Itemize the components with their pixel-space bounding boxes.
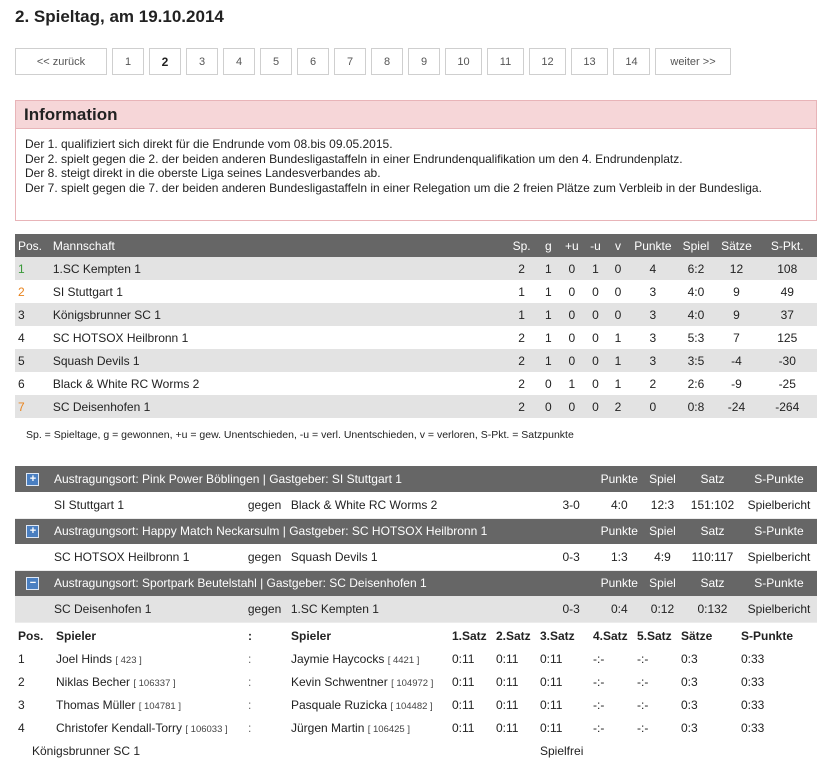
away-team: 1.SC Kempten 1: [288, 596, 545, 622]
col-satz-5: 5.Satz: [637, 628, 672, 643]
detail-header-row: [15, 624, 817, 647]
set-score: 0:11: [496, 674, 519, 689]
cell: 0: [629, 395, 676, 418]
pager-prev-button[interactable]: << zurück: [15, 48, 107, 75]
player-home: [53, 693, 245, 716]
table-row: [15, 716, 817, 739]
match-spiel: 1:3: [598, 544, 641, 570]
table-row: [15, 257, 817, 280]
information-heading: Information: [16, 101, 816, 129]
player-home: [53, 716, 245, 739]
col-s-punkte: S-Punkte: [741, 628, 794, 643]
spielbericht-link[interactable]: Spielbericht: [741, 544, 817, 570]
cell: 0: [584, 349, 607, 372]
set-score: -:-: [637, 720, 649, 735]
table-row: [15, 693, 817, 716]
player-away: [288, 693, 449, 716]
col-plus-u: +u: [560, 234, 585, 257]
player-name[interactable]: Thomas Müller: [56, 697, 136, 712]
player-name[interactable]: Jürgen Martin: [291, 720, 365, 735]
separator: :: [248, 674, 252, 689]
col-spiel: Spiel: [641, 570, 684, 596]
set-score: -:-: [593, 697, 605, 712]
player-away: [288, 647, 449, 670]
home-team: SC HOTSOX Heilbronn 1: [51, 544, 245, 570]
col-punkte: Punkte: [598, 518, 641, 544]
player-name[interactable]: Joel Hinds: [56, 651, 113, 666]
cell: 1: [537, 326, 560, 349]
spielbericht-link[interactable]: Spielbericht: [741, 492, 817, 518]
player-away: [288, 716, 449, 739]
table-row: [15, 280, 817, 303]
col-g: g: [537, 234, 560, 257]
rank-cell: 1: [15, 257, 50, 280]
col-s-punkte: S-Punkte: [741, 570, 817, 596]
player-id: [ 106033 ]: [185, 723, 228, 735]
home-team: SI Stuttgart 1: [51, 492, 245, 518]
set-score: -:-: [637, 674, 649, 689]
cell: 1: [537, 349, 560, 372]
cell: 2: [506, 372, 537, 395]
rank-cell: 2: [15, 280, 50, 303]
points-total: 0:33: [741, 720, 765, 735]
set-score: -:-: [593, 674, 605, 689]
col-s-punkte: S-Punkte: [741, 518, 817, 544]
bye-row: [15, 739, 817, 762]
table-row: [15, 303, 817, 326]
match-row: [15, 492, 817, 518]
cell: 1: [537, 280, 560, 303]
cell: 0:8: [676, 395, 715, 418]
col-spieler-away: Spieler: [291, 628, 332, 643]
match-satz: 4:9: [641, 544, 684, 570]
player-away: [288, 670, 449, 693]
team-name[interactable]: Königsbrunner SC 1: [50, 303, 506, 326]
player-name[interactable]: Christofer Kendall-Torry: [56, 720, 183, 735]
player-id: [ 104482 ]: [390, 700, 433, 712]
set-score: 0:11: [540, 651, 563, 666]
pager-page-10[interactable]: 10: [445, 48, 482, 75]
cell: 9: [715, 280, 757, 303]
match-venue-header: [15, 466, 817, 492]
set-score: 0:11: [540, 674, 563, 689]
vs-label: gegen: [245, 492, 288, 518]
pos: 4: [18, 720, 25, 735]
rank-cell: 5: [15, 349, 50, 372]
cell: 3: [629, 280, 676, 303]
player-id: [ 106337 ]: [133, 677, 176, 689]
table-row: [15, 670, 817, 693]
cell: 9: [715, 303, 757, 326]
cell: 0: [584, 303, 607, 326]
set-score: 0:11: [496, 720, 519, 735]
player-id: [ 4421 ]: [387, 654, 420, 666]
player-id: [ 423 ]: [115, 654, 142, 666]
pager-page-13[interactable]: 13: [571, 48, 608, 75]
set-score: 0:11: [452, 674, 475, 689]
col-pos: Pos.: [15, 234, 50, 257]
cell: -9: [715, 372, 757, 395]
player-name[interactable]: Pasquale Ruzicka: [291, 697, 388, 712]
spielbericht-link[interactable]: Spielbericht: [741, 596, 817, 622]
pager-page-6[interactable]: 6: [297, 48, 329, 75]
pagination: [15, 48, 736, 75]
pos: 3: [18, 697, 25, 712]
cell: 3:5: [676, 349, 715, 372]
cell: 2: [506, 257, 537, 280]
cell: -264: [757, 395, 817, 418]
col-satz: Satz: [684, 518, 741, 544]
player-id: [ 104781 ]: [138, 700, 181, 712]
info-line: Der 2. spielt gegen die 2. der beiden anderen Bundesligastaffeln in einer Endrundenqualifikation um den 4. Endrundenplatz.: [25, 151, 683, 166]
team-name[interactable]: Squash Devils 1: [50, 349, 506, 372]
cell: 2: [506, 395, 537, 418]
set-score: 0:11: [540, 697, 563, 712]
col-spieler-home: Spieler: [56, 628, 97, 643]
match-spiel: 4:0: [598, 492, 641, 518]
col-satz: Satz: [684, 466, 741, 492]
cell: 3: [629, 326, 676, 349]
cell: 1: [537, 257, 560, 280]
venue-label: Austragungsort: Pink Power Böblingen | Gastgeber: SI Stuttgart 1: [51, 466, 598, 492]
col-saetze: Sätze: [681, 628, 713, 643]
cell: 0: [537, 395, 560, 418]
player-id: [ 104972 ]: [391, 677, 434, 689]
cell: -30: [757, 349, 817, 372]
pager-page-8[interactable]: 8: [371, 48, 403, 75]
cell: 0: [537, 372, 560, 395]
cell: 1: [506, 280, 537, 303]
col-v: v: [607, 234, 630, 257]
cell: 1: [560, 372, 585, 395]
venue-label: Austragungsort: Happy Match Neckarsulm | Gastgeber: SC HOTSOX Heilbronn 1: [51, 518, 598, 544]
match-s-punkte: 151:102: [684, 492, 741, 518]
table-legend: Sp. = Spieltage, g = gewonnen, +u = gew. Unentschieden, -u = verl. Unentschieden, v = verloren, S-Pkt. = Satzpunkte: [26, 429, 574, 441]
match-venue-header: [15, 570, 817, 596]
pager-page-4[interactable]: 4: [223, 48, 255, 75]
table-row: [15, 647, 817, 670]
table-row: [15, 372, 817, 395]
cell: 0: [607, 280, 630, 303]
pager-page-9[interactable]: 9: [408, 48, 440, 75]
set-score: -:-: [593, 651, 605, 666]
cell: 0: [560, 303, 585, 326]
cell: 37: [757, 303, 817, 326]
collapse-icon[interactable]: −: [26, 577, 39, 590]
cell: 0: [584, 280, 607, 303]
cell: 108: [757, 257, 817, 280]
cell: 2: [506, 349, 537, 372]
match-venue-header: [15, 518, 817, 544]
cell: 0: [584, 395, 607, 418]
col-satz-1: 1.Satz: [452, 628, 487, 643]
col-team: Mannschaft: [50, 234, 506, 257]
cell: -25: [757, 372, 817, 395]
set-score: 0:11: [496, 697, 519, 712]
rank-cell: 6: [15, 372, 50, 395]
rank-cell: 7: [15, 395, 50, 418]
player-name[interactable]: Niklas Becher: [56, 674, 131, 689]
cell: 4:0: [676, 303, 715, 326]
cell: 2: [506, 326, 537, 349]
cell: 0: [560, 326, 585, 349]
col-s-punkte: S-Punkte: [741, 466, 817, 492]
cell: 4:0: [676, 280, 715, 303]
cell: 0: [584, 326, 607, 349]
match-row: [15, 596, 817, 622]
matches-table: [15, 466, 817, 623]
cell: 3: [629, 303, 676, 326]
set-score: 0:11: [540, 720, 563, 735]
player-home: [53, 670, 245, 693]
set-score: 0:11: [452, 651, 475, 666]
standings-table: [15, 234, 817, 418]
player-name[interactable]: Kevin Schwentner: [291, 674, 388, 689]
separator: :: [248, 651, 252, 666]
cell: 3: [629, 349, 676, 372]
pager-page-5[interactable]: 5: [260, 48, 292, 75]
separator: :: [248, 697, 252, 712]
cell: 125: [757, 326, 817, 349]
cell: 0: [560, 395, 585, 418]
cell: 49: [757, 280, 817, 303]
col-s-pkt: S-Pkt.: [757, 234, 817, 257]
set-score: 0:11: [496, 651, 519, 666]
points-total: 0:33: [741, 674, 765, 689]
cell: 7: [715, 326, 757, 349]
team-name[interactable]: Black & White RC Worms 2: [50, 372, 506, 395]
pager-page-11[interactable]: 11: [487, 48, 524, 75]
bye-team: Königsbrunner SC 1: [32, 743, 141, 758]
set-score: 0:11: [452, 697, 475, 712]
cell: 0: [607, 303, 630, 326]
away-team: Squash Devils 1: [288, 544, 545, 570]
cell: 5:3: [676, 326, 715, 349]
cell: 2: [607, 395, 630, 418]
cell: 4: [629, 257, 676, 280]
away-team: Black & White RC Worms 2: [288, 492, 545, 518]
col-satz-3: 3.Satz: [540, 628, 575, 643]
col-spiel: Spiel: [641, 466, 684, 492]
team-name[interactable]: SC HOTSOX Heilbronn 1: [50, 326, 506, 349]
cell: 6:2: [676, 257, 715, 280]
pager-next-button[interactable]: weiter >>: [655, 48, 731, 75]
col-sep: :: [248, 628, 252, 643]
info-line: Der 7. spielt gegen die 7. der beiden anderen Bundesligastaffeln in einer Relegation um die 2 freien Plätze zum Verbleib in der Bundesliga.: [25, 180, 762, 195]
player-home: [53, 647, 245, 670]
sets-total: 0:3: [681, 720, 698, 735]
expand-icon[interactable]: +: [26, 473, 39, 486]
match-punkte: 0-3: [545, 544, 598, 570]
set-score: -:-: [637, 697, 649, 712]
match-satz: 12:3: [641, 492, 684, 518]
match-s-punkte: 0:132: [684, 596, 741, 622]
vs-label: gegen: [245, 596, 288, 622]
player-name[interactable]: Jaymie Haycocks: [291, 651, 385, 666]
col-satz-2: 2.Satz: [496, 628, 531, 643]
cell: 2:6: [676, 372, 715, 395]
col-satz: Satz: [684, 570, 741, 596]
cell: 0: [584, 372, 607, 395]
cell: 1: [607, 349, 630, 372]
information-box: [15, 100, 817, 221]
cell: 0: [560, 349, 585, 372]
set-score: 0:11: [452, 720, 475, 735]
col-punkte: Punkte: [629, 234, 676, 257]
team-name[interactable]: SI Stuttgart 1: [50, 280, 506, 303]
col-spiel: Spiel: [676, 234, 715, 257]
col-punkte: Punkte: [598, 466, 641, 492]
cell: 0: [607, 257, 630, 280]
pager-page-3[interactable]: 3: [186, 48, 218, 75]
player-id: [ 106425 ]: [367, 723, 410, 735]
col-satz-4: 4.Satz: [593, 628, 628, 643]
points-total: 0:33: [741, 697, 765, 712]
cell: 1: [537, 303, 560, 326]
sets-total: 0:3: [681, 651, 698, 666]
pos: 1: [18, 651, 25, 666]
col-sp: Sp.: [506, 234, 537, 257]
separator: :: [248, 720, 252, 735]
pager-page-7[interactable]: 7: [334, 48, 366, 75]
rank-cell: 3: [15, 303, 50, 326]
team-name[interactable]: SC Deisenhofen 1: [50, 395, 506, 418]
match-spiel: 0:4: [598, 596, 641, 622]
sets-total: 0:3: [681, 697, 698, 712]
pager-page-12[interactable]: 12: [529, 48, 566, 75]
rank-cell: 4: [15, 326, 50, 349]
vs-label: gegen: [245, 544, 288, 570]
info-line: Der 1. qualifiziert sich direkt für die Endrunde vom 08.bis 09.05.2015.: [25, 137, 393, 151]
col-minus-u: -u: [584, 234, 607, 257]
match-row: [15, 544, 817, 570]
sets-total: 0:3: [681, 674, 698, 689]
cell: -24: [715, 395, 757, 418]
table-row: [15, 395, 817, 418]
match-punkte: 0-3: [545, 596, 598, 622]
cell: 1: [584, 257, 607, 280]
table-row: [15, 326, 817, 349]
venue-label: Austragungsort: Sportpark Beutelstahl | Gastgeber: SC Deisenhofen 1: [51, 570, 598, 596]
col-spiel: Spiel: [641, 518, 684, 544]
set-score: -:-: [637, 651, 649, 666]
col-punkte: Punkte: [598, 570, 641, 596]
pager-page-1[interactable]: 1: [112, 48, 144, 75]
cell: 2: [629, 372, 676, 395]
col-saetze: Sätze: [715, 234, 757, 257]
pager-page-2[interactable]: 2: [149, 48, 181, 75]
match-s-punkte: 110:117: [684, 544, 741, 570]
cell: 12: [715, 257, 757, 280]
info-line: Der 8. steigt direkt in die oberste Liga seines Landesverbandes ab.: [25, 166, 381, 180]
pager-page-14[interactable]: 14: [613, 48, 650, 75]
col-pos: Pos.: [18, 628, 44, 643]
bye-label: Spielfrei: [540, 743, 584, 758]
page-title: 2. Spieltag, am 19.10.2014: [15, 7, 224, 26]
cell: 1: [506, 303, 537, 326]
match-punkte: 3-0: [545, 492, 598, 518]
team-name[interactable]: 1.SC Kempten 1: [50, 257, 506, 280]
match-detail-table: [15, 624, 817, 762]
pos: 2: [18, 674, 25, 689]
cell: -4: [715, 349, 757, 372]
expand-icon[interactable]: +: [26, 525, 39, 538]
set-score: -:-: [593, 720, 605, 735]
match-satz: 0:12: [641, 596, 684, 622]
table-row: [15, 349, 817, 372]
cell: 0: [560, 280, 585, 303]
home-team: SC Deisenhofen 1: [51, 596, 245, 622]
cell: 1: [607, 326, 630, 349]
points-total: 0:33: [741, 651, 765, 666]
cell: 1: [607, 372, 630, 395]
cell: 0: [560, 257, 585, 280]
